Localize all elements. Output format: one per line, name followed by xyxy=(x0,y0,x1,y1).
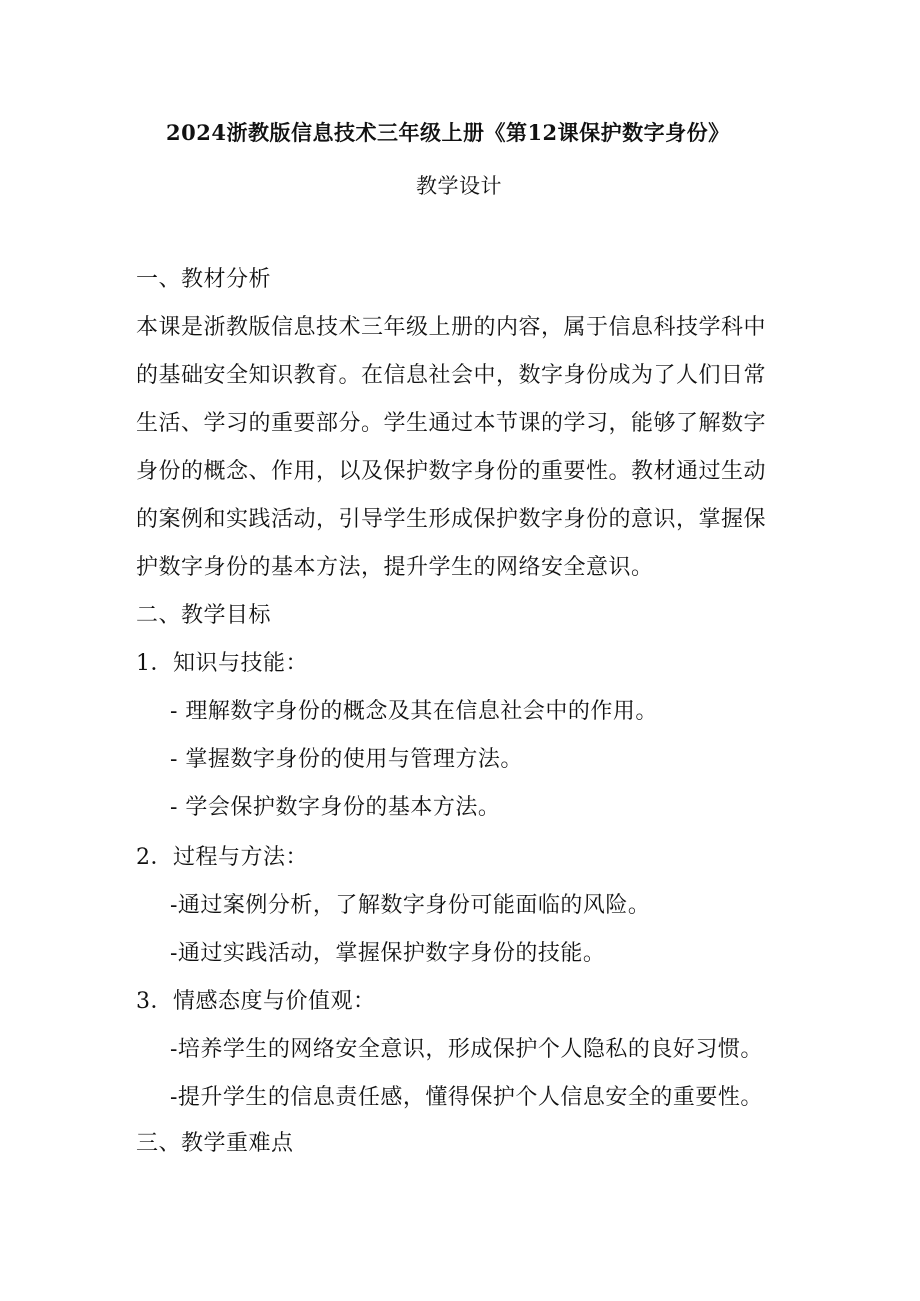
paragraph-line: 的基础安全知识教育。在信息社会中，数字身份成为了人们日常 xyxy=(136,363,767,388)
goal-item: -提升学生的信息责任感，懂得保护个人信息安全的重要性。 xyxy=(170,1085,763,1110)
goal-item: - 学会保护数字身份的基本方法。 xyxy=(170,795,501,820)
goal-item: - 理解数字身份的概念及其在信息社会中的作用。 xyxy=(170,699,658,724)
document-subtitle: 教学设计 xyxy=(416,174,502,198)
goal-item: - 掌握数字身份的使用与管理方法。 xyxy=(170,747,523,772)
document-title: 2024浙教版信息技术三年级上册《第12课保护数字身份》 xyxy=(166,120,730,145)
paragraph-line: 本课是浙教版信息技术三年级上册的内容，属于信息科技学科中 xyxy=(136,315,767,340)
goal-heading-attitude: 3．情感态度与价值观： xyxy=(136,989,376,1014)
section-heading-materials: 一、教材分析 xyxy=(136,267,272,292)
paragraph-line: 生活、学习的重要部分。学生通过本节课的学习，能够了解数字 xyxy=(136,411,767,436)
section-heading-key-points: 三、教学重难点 xyxy=(136,1131,294,1156)
goal-heading-knowledge: 1．知识与技能： xyxy=(136,651,308,676)
section-heading-goals: 二、教学目标 xyxy=(136,603,272,628)
paragraph-line: 护数字身份的基本方法，提升学生的网络安全意识。 xyxy=(136,555,654,580)
goal-item: -通过实践活动，掌握保护数字身份的技能。 xyxy=(170,941,606,966)
paragraph-line: 的案例和实践活动，引导学生形成保护数字身份的意识，掌握保 xyxy=(136,507,767,532)
goal-item: -培养学生的网络安全意识，形成保护个人隐私的良好习惯。 xyxy=(170,1037,763,1062)
goal-heading-process: 2．过程与方法： xyxy=(136,845,308,870)
paragraph-line: 身份的概念、作用，以及保护数字身份的重要性。教材通过生动 xyxy=(136,459,767,484)
goal-item: -通过案例分析，了解数字身份可能面临的风险。 xyxy=(170,893,651,918)
